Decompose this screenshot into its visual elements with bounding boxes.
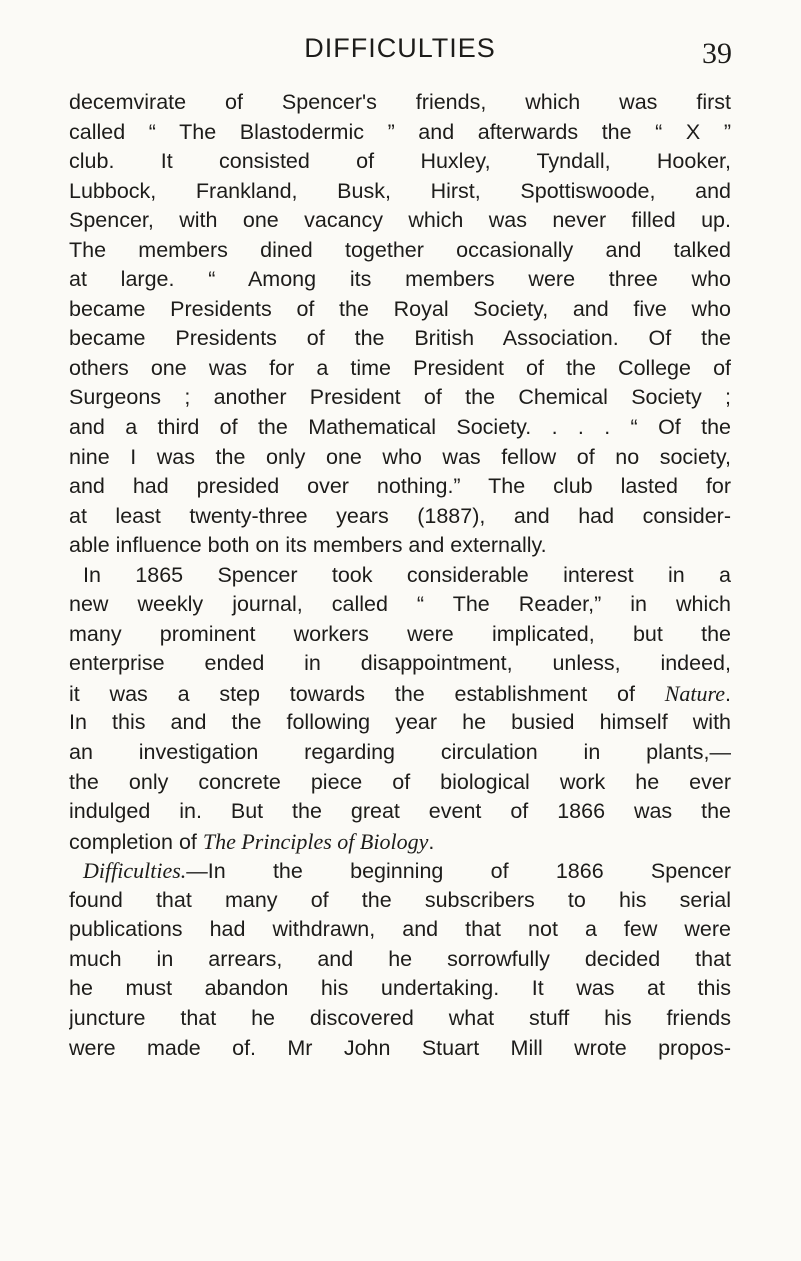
text-line: much in arrears, and he sorrowfully decided that <box>69 946 731 971</box>
text-line: decemvirate of Spencer's friends, which was first <box>69 90 731 114</box>
text-line: In 1865 Spencer took considerable interest in a <box>83 562 731 587</box>
text-line: and a third of the Mathematical Society. . . . “ Of the <box>69 415 731 440</box>
text-line: it was a step towards the establishment of Nature. <box>69 680 731 706</box>
text-line: completion of The Principles of Biology. <box>69 828 435 854</box>
text-line: became Presidents of the Royal Society, and five who <box>69 296 731 321</box>
page-number: 39 <box>702 37 732 70</box>
text-line: the only concrete piece of biological work he ever <box>69 769 731 794</box>
journal-title: Nature <box>664 680 726 706</box>
page-title: DIFFICULTIES <box>304 33 496 63</box>
text-line: publications had withdrawn, and that not a few were <box>69 917 731 942</box>
text-line: enterprise ended in disappointment, unless, indeed, <box>69 651 731 676</box>
text-line: others one was for a time President of the College of <box>69 355 731 380</box>
section-heading: Difficulties. <box>83 858 187 884</box>
text-line: Spencer, with one vacancy which was never filled up. <box>69 208 731 233</box>
running-head <box>68 28 732 68</box>
text-line: became Presidents of the British Association. Of the <box>69 326 731 351</box>
text-line: at least twenty-three years (1887), and had consider- <box>69 503 731 528</box>
text-line: and had presided over nothing.” The club lasted for <box>69 474 731 499</box>
text-line: Surgeons ; another President of the Chemical Society ; <box>69 385 731 410</box>
text-line: In this and the following year he busied himself with <box>69 710 731 735</box>
text-line: juncture that he discovered what stuff his friends <box>69 1005 731 1030</box>
text-line: indulged in. But the great event of 1866 was the <box>69 799 731 824</box>
text-line: The members dined together occasionally and talked <box>69 237 731 262</box>
text-line: many prominent workers were implicated, but the <box>69 621 731 646</box>
text-line: found that many of the subscribers to his serial <box>69 887 731 912</box>
text-line: called “ The Blastodermic ” and afterwards the “ X ” <box>69 119 731 144</box>
text-line: he must abandon his undertaking. It was at this <box>69 976 731 1001</box>
book-title: The Principles of Biology <box>202 828 429 854</box>
text-line: Difficulties.—In the beginning of 1866 Spencer <box>83 858 731 884</box>
text-line: were made of. Mr John Stuart Mill wrote propos- <box>69 1035 731 1060</box>
body-text <box>69 88 731 1063</box>
text-line: new weekly journal, called “ The Reader,” in which <box>69 592 731 617</box>
text-line: club. It consisted of Huxley, Tyndall, Hooker, <box>69 149 731 174</box>
text-line: at large. “ Among its members were three who <box>69 267 731 292</box>
text-line: able influence both on its members and externally. <box>69 533 547 558</box>
text-line: nine I was the only one who was fellow of no society, <box>69 444 731 469</box>
text-line: an investigation regarding circulation in plants,— <box>69 740 731 765</box>
text-line: Lubbock, Frankland, Busk, Hirst, Spottiswoode, and <box>69 178 731 203</box>
